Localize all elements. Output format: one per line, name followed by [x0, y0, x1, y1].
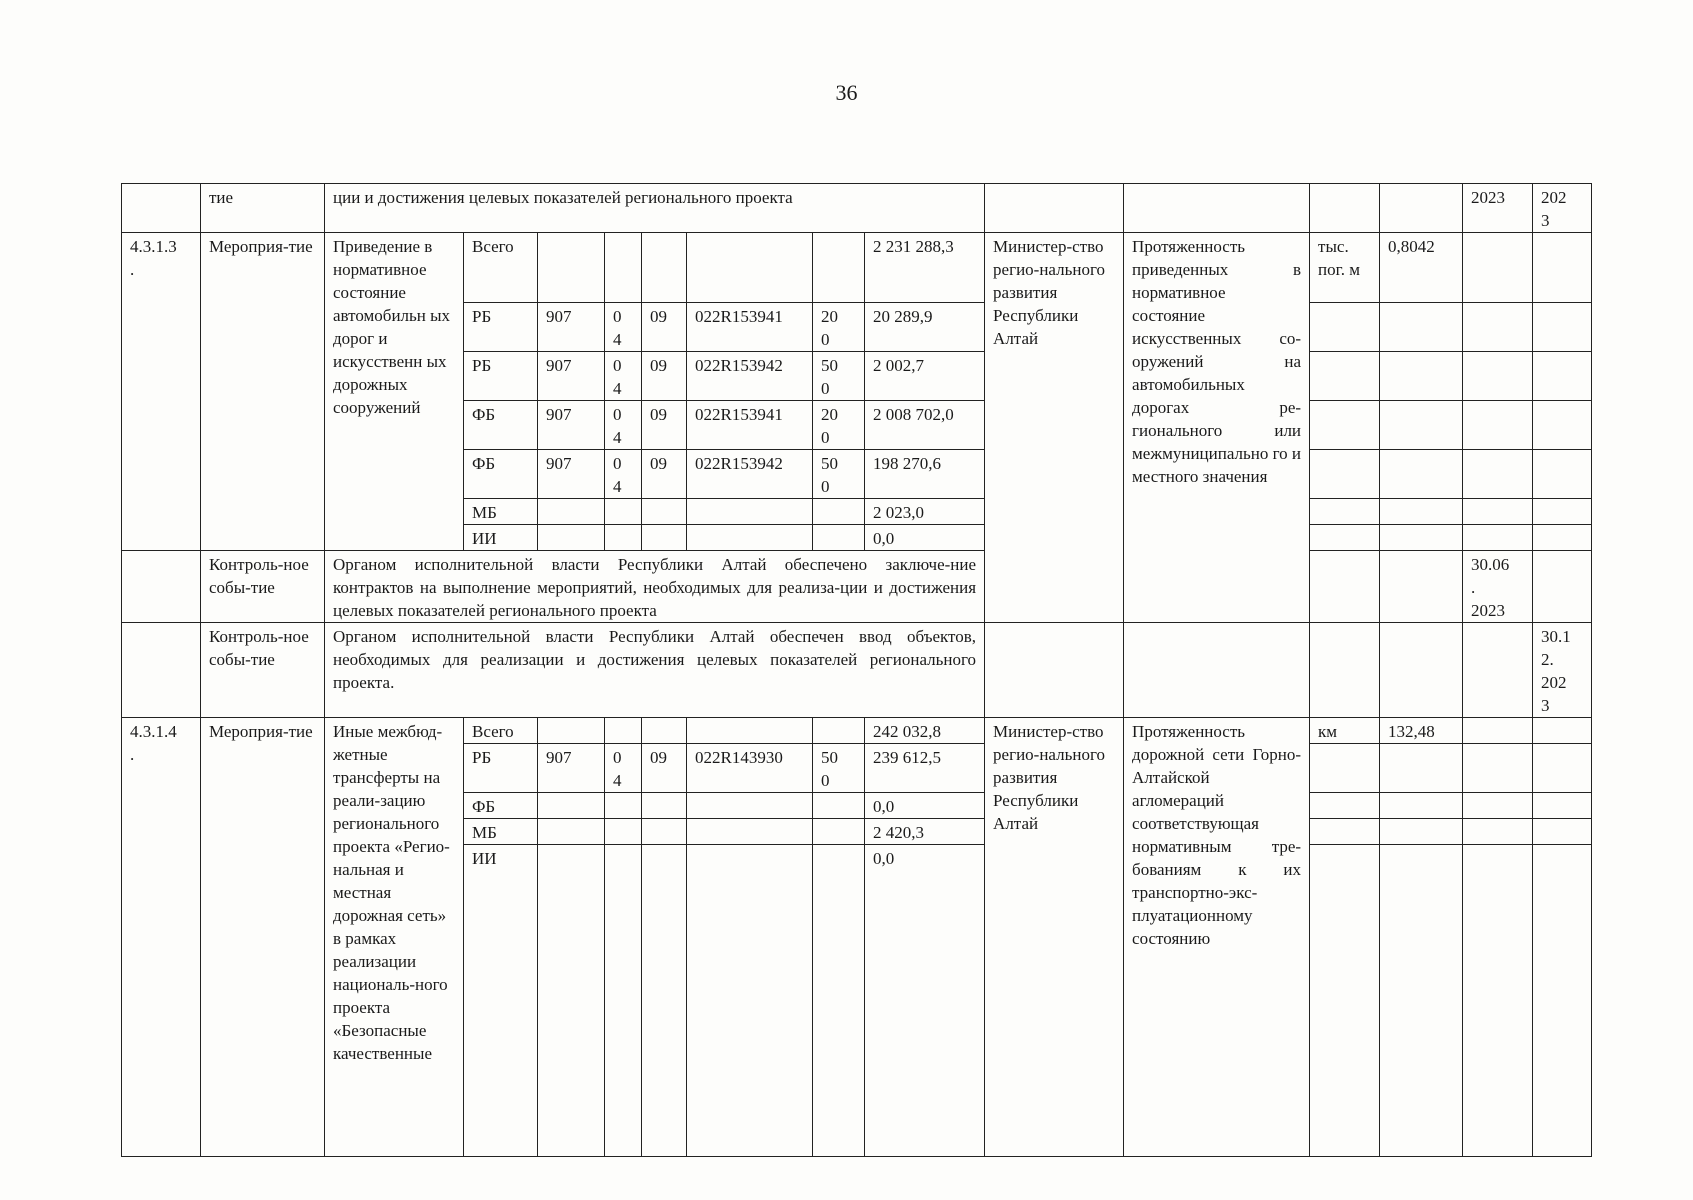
event-text: Органом исполнительной власти Республики Алтай обеспечено заключе-ние контрактов на выполнение мероприятий, необходимых для реализа-ции и достижения целевых показателей регионального проекта — [325, 551, 985, 623]
funding-row: РБ 907 0 4 09 022R153942 50 0 2 002,7 — [122, 352, 1592, 401]
responsible-org: Министер-ство регио-нального развития Республики Алтай — [985, 233, 1124, 623]
event-date: 30.06 . 2023 — [1463, 551, 1533, 623]
page-number: 36 — [835, 80, 858, 105]
indicator-name: Протяженность приведенных в нормативное состояние искусственных со-оружений на автомобильных дорогах ре-гионального или межмуниципально го и местного значения — [1124, 233, 1310, 623]
control-event-row — [122, 623, 1592, 718]
item-type: Мероприя-тие — [201, 718, 325, 1157]
indicator-value: 132,48 — [1380, 718, 1463, 744]
funding-row: ИИ 0,0 — [122, 845, 1592, 1157]
event-type: Контроль-ное собы-тие — [201, 551, 325, 623]
event-type: Контроль-ное собы-тие — [201, 623, 325, 718]
funding-row: ФБ 0,0 — [122, 793, 1592, 819]
event-text: Органом исполнительной власти Республики Алтай обеспечен ввод объектов, необходимых для реализации и достижения целевых показателей регионального проекта. — [325, 623, 985, 718]
funding-row: МБ 2 420,3 — [122, 819, 1592, 845]
cell-type-tail: тие — [201, 184, 325, 233]
item-4313-row — [122, 233, 1592, 303]
cell-num-empty — [122, 184, 201, 233]
cell-year-2: 202 3 — [1533, 184, 1592, 233]
responsible-org: Министер-ство регио-нального развития Республики Алтай — [985, 718, 1124, 1157]
item-name: Приведение в нормативное состояние автомобильн ых дорог и искусственн ых дорожных сооружений — [325, 233, 464, 551]
control-event-row — [122, 551, 1592, 623]
funding-source: Всего — [464, 233, 538, 303]
item-4314-row: 4.3.1.4 . Мероприя-тие Иные межбюд-жетные трансферты на реали-зацию регионального проекта «Регио-нальная и местная дорожная сеть» в рамках реализации националь-ного проекта «Безопасные качественные Всего 242 032,8 Министер-ство регио-нального развития Республики Алтай Протяженность дорожной сети Горно-Алтайской агломераций соответствующая нормативным тре-бованиям к их транспортно-экс-плуатационному состоянию км 132,48 — [122, 718, 1592, 744]
indicator-unit: км — [1310, 718, 1380, 744]
budget-table — [121, 183, 1592, 1157]
item-type: Мероприя-тие — [201, 233, 325, 551]
funding-row: ФБ 907 0 4 09 022R153941 20 0 2 008 702,0 — [122, 401, 1592, 450]
item-name: Иные межбюд-жетные трансферты на реали-зацию регионального проекта «Регио-нальная и местная дорожная сеть» в рамках реализации националь-ного проекта «Безопасные качественные — [325, 718, 464, 1157]
indicator-value: 0,8042 — [1380, 233, 1463, 303]
indicator-unit: тыс. пог. м — [1310, 233, 1380, 303]
continuation-row — [122, 184, 1592, 233]
cell-year-1: 2023 — [1463, 184, 1533, 233]
event-date: 30.1 2. 202 3 — [1533, 623, 1592, 718]
cell-desc-tail: ции и достижения целевых показателей регионального проекта — [325, 184, 985, 233]
item-number: 4.3.1.3 . — [122, 233, 201, 551]
funding-row: ИИ 0,0 — [122, 525, 1592, 551]
funding-row: РБ 907 0 4 09 022R143930 50 0 239 612,5 — [122, 744, 1592, 793]
funding-row: ФБ 907 0 4 09 022R153942 50 0 198 270,6 — [122, 450, 1592, 499]
indicator-name: Протяженность дорожной сети Горно-Алтайской агломераций соответствующая нормативным тре-бованиям к их транспортно-экс-плуатационному состоянию — [1124, 718, 1310, 1157]
funding-amount: 2 231 288,3 — [865, 233, 985, 303]
item-number: 4.3.1.4 . — [122, 718, 201, 1157]
funding-row: РБ 907 0 4 09 022R153941 20 0 20 289,9 — [122, 303, 1592, 352]
funding-row: МБ 2 023,0 — [122, 499, 1592, 525]
